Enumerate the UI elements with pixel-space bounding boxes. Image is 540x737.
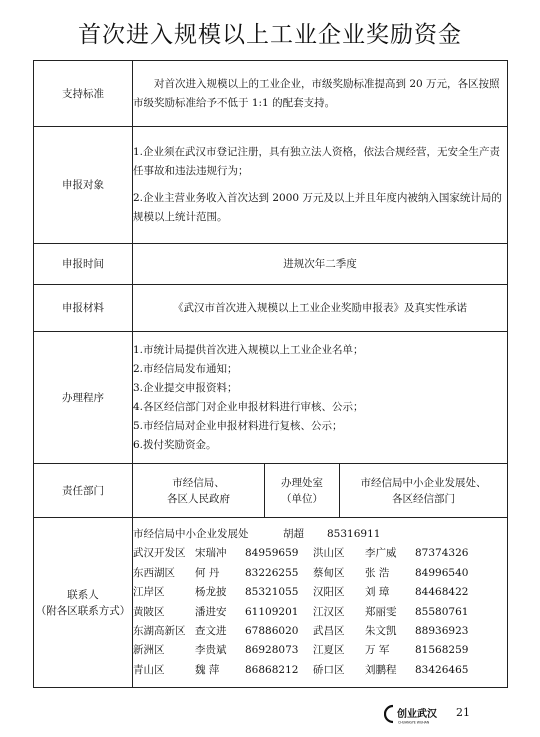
office-label-cell — [265, 464, 340, 518]
office-label-line: （单位） — [281, 492, 323, 505]
procedure-step: 6.拨付奖励资金。 — [133, 438, 217, 451]
label-materials: 申报材料 — [34, 285, 133, 332]
row-apply-time — [34, 244, 508, 285]
contact-district: 武汉开发区 — [133, 547, 186, 560]
applicant-condition-1: 1.企业须在武汉市登记注册，具有独立法人资格，依法合规经营，无安全生产责任事故和违法违规行为； — [133, 146, 501, 177]
contact-district: 东湖高新区 — [133, 624, 186, 637]
contact-name: 何 丹 — [195, 566, 220, 579]
contact-row — [133, 603, 507, 622]
row-department — [34, 464, 508, 518]
row-support-standard — [34, 61, 508, 127]
contact-phone: 85580761 — [415, 605, 469, 618]
contact-district: 江汉区 — [313, 605, 345, 618]
office-unit-line: 市经信局中小企业发展处、 — [360, 476, 487, 489]
logo-subtext: CHUANGYE WUHAN — [398, 720, 430, 725]
contact-phone: 61109201 — [245, 605, 299, 618]
contact-phone: 67886020 — [245, 624, 299, 637]
contact-name: 张 浩 — [365, 566, 390, 579]
contact-name: 刘 璋 — [365, 586, 390, 599]
contact-district: 青山区 — [133, 663, 165, 676]
contact-phone: 84996540 — [415, 566, 469, 579]
procedure-step: 2.市经信局发布通知； — [133, 362, 238, 375]
contact-name: 宋瑞冲 — [195, 547, 227, 560]
contact-row — [133, 661, 507, 680]
contact-row — [133, 564, 507, 583]
office-label-line: 办理处室 — [281, 476, 323, 489]
contact-phone: 85321055 — [245, 586, 299, 599]
contact-name: 郑丽雯 — [365, 605, 397, 618]
label-contacts — [34, 518, 133, 688]
contact-district: 黄陂区 — [133, 605, 165, 618]
procedure-cell — [133, 332, 508, 464]
contact-district: 新洲区 — [133, 644, 165, 657]
contact-phone: 84468422 — [415, 586, 469, 599]
contact-name: 查文进 — [195, 624, 227, 637]
contact-row — [133, 544, 507, 563]
contact-district: 江夏区 — [313, 644, 345, 657]
contacts-label-line: （附各区联系方式） — [35, 604, 131, 617]
logo-text: 创业武汉 — [397, 709, 437, 720]
contact-district: 硚口区 — [313, 663, 345, 676]
contact-org: 市经信局中小企业发展处 — [133, 527, 249, 540]
contact-phone: 83426465 — [415, 663, 469, 676]
contact-district: 汉阳区 — [313, 586, 345, 599]
contact-phone: 87374326 — [415, 547, 469, 560]
label-procedure: 办理程序 — [34, 332, 133, 464]
label-apply-time: 申报时间 — [34, 244, 133, 285]
procedure-step: 1.市统计局提供首次进入规模以上工业企业名单； — [133, 343, 364, 356]
contact-row — [133, 583, 507, 602]
row-materials — [34, 285, 508, 332]
apply-time-text: 进规次年二季度 — [133, 244, 508, 285]
department-cell — [133, 464, 265, 518]
contacts-cell — [133, 518, 508, 688]
contact-phone: 86868212 — [245, 663, 299, 676]
support-standard-text: 对首次进入规模以上的工业企业，市级奖励标准提高到 20 万元，各区按照市级奖励标准给予不低于 1:1 的配套支持。 — [133, 61, 508, 127]
contact-phone: 85316911 — [327, 527, 381, 540]
contact-name: 魏 萍 — [195, 663, 220, 676]
contact-district: 洪山区 — [313, 547, 345, 560]
contact-district: 蔡甸区 — [313, 566, 345, 579]
contact-row — [133, 641, 507, 660]
row-contacts — [34, 518, 508, 688]
contact-name: 胡超 — [283, 527, 304, 540]
contact-phone: 81568259 — [415, 644, 469, 657]
page-number: 21 — [456, 706, 470, 719]
contact-district: 东西湖区 — [133, 566, 175, 579]
office-unit-cell — [340, 464, 508, 518]
contact-name: 杨龙披 — [195, 586, 227, 599]
subsidy-table — [33, 60, 508, 688]
procedure-step: 5.市经信局对企业申报材料进行复核、公示； — [133, 419, 343, 432]
contacts-label-line: 联系人 — [67, 588, 99, 601]
contact-name: 李广威 — [365, 547, 397, 560]
contact-name: 潘进安 — [195, 605, 227, 618]
row-applicant — [34, 127, 508, 244]
contact-name: 李贵斌 — [195, 644, 227, 657]
applicant-cell — [133, 127, 508, 244]
contact-district: 武昌区 — [313, 624, 345, 637]
contact-phone: 88936923 — [415, 624, 469, 637]
materials-text: 《武汉市首次进入规模以上工业企业奖励申报表》及真实性承诺 — [133, 285, 508, 332]
label-support-standard: 支持标准 — [34, 61, 133, 127]
contact-row — [133, 622, 507, 641]
contact-phone: 84959659 — [245, 547, 299, 560]
chuangye-wuhan-logo — [384, 703, 444, 725]
contact-phone: 86928073 — [245, 644, 299, 657]
applicant-condition-2: 2.企业主营业务收入首次达到 2000 万元及以上并且年度内被纳入国家统计局的规模以上统计范围。 — [133, 192, 502, 223]
contact-phone: 83226255 — [245, 566, 299, 579]
department-line: 各区人民政府 — [167, 492, 230, 505]
page-title: 首次进入规模以上工业企业奖励资金 — [78, 22, 462, 48]
contact-name: 刘鹏程 — [365, 663, 397, 676]
label-applicant: 申报对象 — [34, 127, 133, 244]
label-department: 责任部门 — [34, 464, 133, 518]
procedure-step: 3.企业提交申报资料； — [133, 381, 238, 394]
office-unit-line: 各区经信部门 — [392, 492, 456, 505]
department-line: 市经信局、 — [172, 476, 225, 489]
row-procedure — [34, 332, 508, 464]
procedure-step: 4.各区经信部门对企业申报材料进行审核、公示； — [133, 400, 364, 413]
contact-name: 万 军 — [365, 644, 390, 657]
contact-district: 江岸区 — [133, 586, 165, 599]
contact-name: 朱文凯 — [365, 624, 397, 637]
contact-head-row — [133, 525, 507, 544]
